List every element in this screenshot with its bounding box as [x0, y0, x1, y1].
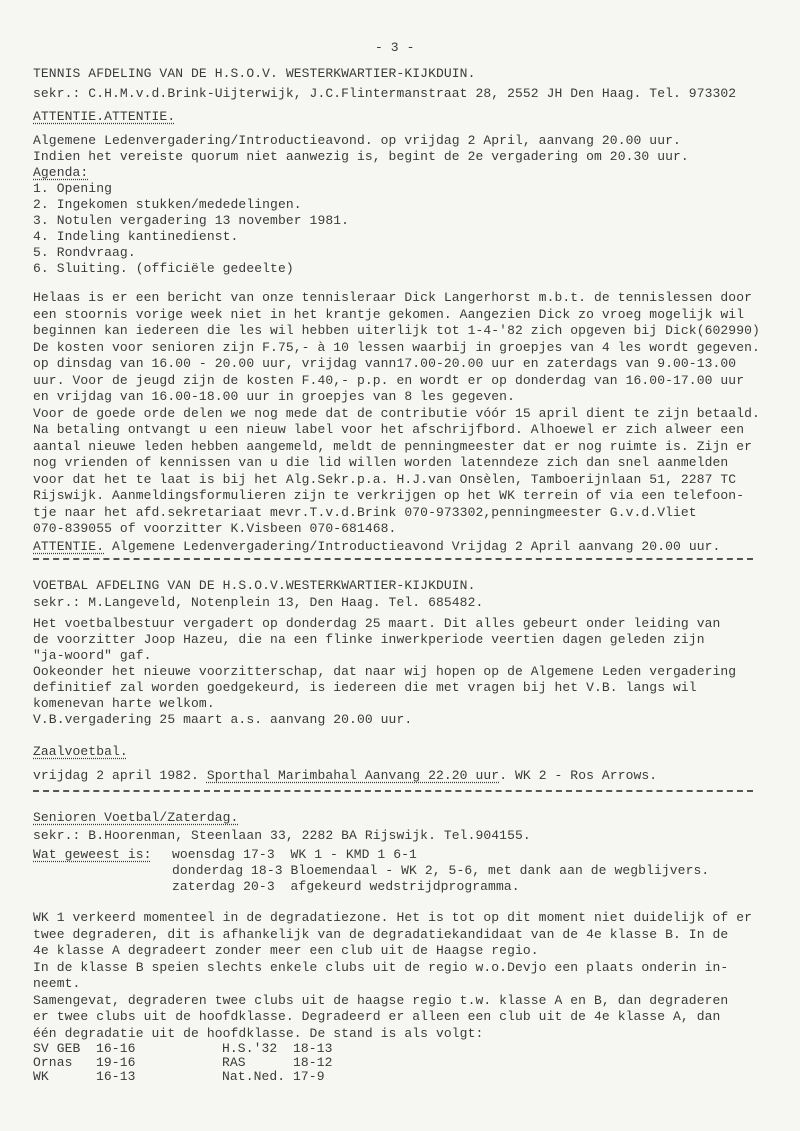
body-line: Voor de goede orde delen we nog mede dat de contributie vóór 15 april dient te zijn betaald. [33, 405, 760, 421]
body-line: 4e klasse A degradeert zonder meer een club uit de Haagse regio. [33, 943, 539, 958]
results-label: Wat geweest is: [33, 847, 152, 862]
body-line: In de klasse B speien slechts enkele clubs uit de regio w.o.Devjo een plaats onderin in- [33, 959, 729, 975]
attention-footer [33, 539, 720, 555]
agenda-item: 6. Sluiting. (officiële gedeelte) [33, 261, 294, 276]
page-number: - 3 - [375, 40, 415, 55]
body-line: aantal nieuwe leden hebben aangemeld, meldt de penningmeester dat er nog ruimte is. Zijn er [33, 438, 753, 454]
body-line: beginnen kan iedereen die les wil hebben uiterlijk tot 1-4-'82 zich opgeven bij Dick(602990) [33, 323, 760, 338]
body-line: V.B.vergadering 25 maart a.s. aanvang 20.00 uur. [33, 712, 413, 727]
team-name: H.S.'32 [222, 1041, 278, 1056]
team-name: SV GEB [33, 1041, 81, 1056]
attention-footer-label: ATTENTIE. [33, 539, 105, 554]
zaal-date: vrijdag 2 april 1982. [33, 768, 207, 783]
body-line: Het voetbalbestuur vergadert op donderdag 25 maart. Dit alles gebeurt onder leiding van [33, 616, 721, 631]
body-line: De kosten voor senioren zijn F.75,- à 10 lessen waarbij in groepjes van 4 les wordt gegeven. [33, 339, 760, 355]
body-line: definitief zal worden goedgekeurd, is iedereen die met vragen bij het V.B. langs wil [33, 680, 697, 695]
body-line: en vrijdag van 16.00-18.00 uur in groepjes van 8 les gegeven. [33, 389, 515, 404]
senioren-secretary: sekr.: B.Hoorenman, Steenlaan 33, 2282 BA Rijswijk. Tel.904155. [33, 828, 531, 843]
result-line: donderdag 18-3 Bloemendaal - WK 2, 5-6, met dank aan de wegblijvers. [172, 863, 710, 878]
voetbal-secretary: sekr.: M.Langeveld, Notenplein 13, Den Haag. Tel. 685482. [33, 595, 484, 610]
body-line: één degradatie uit de hoofdklasse. De stand is als volgt: [33, 1025, 484, 1041]
meeting-notice [33, 133, 689, 277]
body-line: uur. Voor de jeugd zijn de kosten F.40,- p.p. en wordt er op donderdag van 16.00-17.00 uur [33, 372, 745, 388]
body-line: Samengevat, degraderen twee clubs uit de haagse regio t.w. klasse A en B, dan degraderen [33, 992, 729, 1008]
zaalvoetbal-line [33, 768, 657, 784]
result-line: woensdag 17-3 WK 1 - KMD 1 6-1 [172, 847, 417, 862]
body-line: komenevan harte welkom. [33, 696, 215, 711]
agenda-label: Agenda: [33, 165, 89, 180]
body-line: voor dat het te laat is bij het Alg.Sekr.p.a. H.J.van Onsèlen, Tamboerijnlaan 51, 2287 TC [33, 471, 737, 487]
team-name: WK [33, 1069, 49, 1084]
tennis-body [33, 290, 760, 538]
body-line: tje naar het afd.sekretariaat mevr.T.v.d.Brink 070-973302,penningmeester G.v.d.Vliet [33, 504, 697, 520]
agenda-item: 5. Rondvraag. [33, 245, 136, 260]
agenda-item: 3. Notulen vergadering 13 november 1981. [33, 213, 350, 228]
zaalvoetbal-heading: Zaalvoetbal. [33, 744, 128, 759]
section-divider [33, 790, 753, 792]
team-score: 16-16 [96, 1041, 136, 1056]
body-line: er twee clubs uit de hoofdklasse. Degradeerd er alleen een club uit de 4e klasse A, dan [33, 1009, 721, 1024]
voetbal-heading: VOETBAL AFDELING VAN DE H.S.O.V.WESTERKWARTIER-KIJKDUIN. [33, 578, 476, 593]
results-list [172, 847, 709, 895]
team-name: RAS [222, 1055, 246, 1070]
senioren-body [33, 910, 752, 1042]
body-line: 070-839055 of voorzitter K.Visbeen 070-681468. [33, 521, 397, 536]
team-score: 18-13 [293, 1041, 333, 1056]
attention-heading: ATTENTIE.ATTENTIE. [33, 109, 176, 124]
team-score: 18-12 [293, 1055, 333, 1070]
agenda-item: 4. Indeling kantinedienst. [33, 229, 239, 244]
tennis-heading: TENNIS AFDELING VAN DE H.S.O.V. WESTERKWARTIER-KIJKDUIN. [33, 66, 476, 81]
result-line: zaterdag 20-3 afgekeurd wedstrijdprogramma. [172, 879, 520, 894]
agenda-item: 2. Ingekomen stukken/mededelingen. [33, 197, 302, 212]
team-score: 16-13 [96, 1069, 136, 1084]
body-line: de voorzitter Joop Hazeu, die na een flinke inwerkperiode veertien dagen geleden zijn [33, 632, 705, 647]
team-name: Ornas [33, 1055, 73, 1070]
team-score: 17-9 [293, 1069, 325, 1084]
body-line: twee degraderen, dit is afhankelijk van de degradatiekandidaat van de 4e klasse B. In de [33, 926, 729, 942]
body-line: Rijswijk. Aanmeldingsformulieren zijn te verkrijgen op het WK terrein of via een telefoon- [33, 488, 745, 503]
team-score: 19-16 [96, 1055, 136, 1070]
meeting-line: Algemene Ledenvergadering/Introductieavond. op vrijdag 2 April, aanvang 20.00 uur. [33, 133, 681, 148]
agenda-item: 1. Opening [33, 181, 113, 196]
body-line: WK 1 verkeerd momenteel in de degradatiezone. Het is tot op dit moment niet duidelijk of er [33, 910, 753, 925]
section-divider [33, 558, 753, 560]
zaal-match: . WK 2 - Ros Arrows. [499, 768, 658, 783]
body-line: neemt. [33, 976, 81, 991]
team-name: Nat.Ned. [222, 1069, 286, 1084]
senioren-heading: Senioren Voetbal/Zaterdag. [33, 810, 239, 825]
body-line: op dinsdag van 16.00 - 20.00 uur, vrijdag vann17.00-20.00 uur en zaterdags van 9.00-13.00 [33, 356, 737, 371]
body-line: een stoornis vorige week niet in het krantje gekomen. Aangezien Dick zo vroeg mogelijk wil [33, 306, 745, 322]
meeting-line: Indien het vereiste quorum niet aanwezig is, begint de 2e vergadering om 20.30 uur. [33, 149, 689, 164]
attention-footer-text: Algemene Ledenvergadering/Introductieavond Vrijdag 2 April aanvang 20.00 uur. [104, 539, 721, 554]
tennis-secretary: sekr.: C.H.M.v.d.Brink-Uijterwijk, J.C.Flintermanstraat 28, 2552 JH Den Haag. Tel. 973302 [33, 86, 737, 101]
voetbal-body [33, 616, 736, 728]
body-line: Na betaling ontvangt u een nieuw label voor het afschrijfbord. Alhoewel er zich alweer een [33, 422, 745, 437]
body-line: "ja-woord" gaf. [33, 648, 152, 663]
zaal-venue: Sporthal Marimbahal Aanvang 22.20 uur [206, 768, 500, 783]
body-line: Ookeonder het nieuwe voorzitterschap, dat naar wij hopen op de Algemene Leden vergadering [33, 664, 737, 679]
body-line: Helaas is er een bericht van onze tennisleraar Dick Langerhorst m.b.t. de tennislessen door [33, 290, 753, 305]
body-line: nog vrienden of kennissen van u die lid willen worden latenndeze zich dan snel aanmelden [33, 455, 729, 470]
